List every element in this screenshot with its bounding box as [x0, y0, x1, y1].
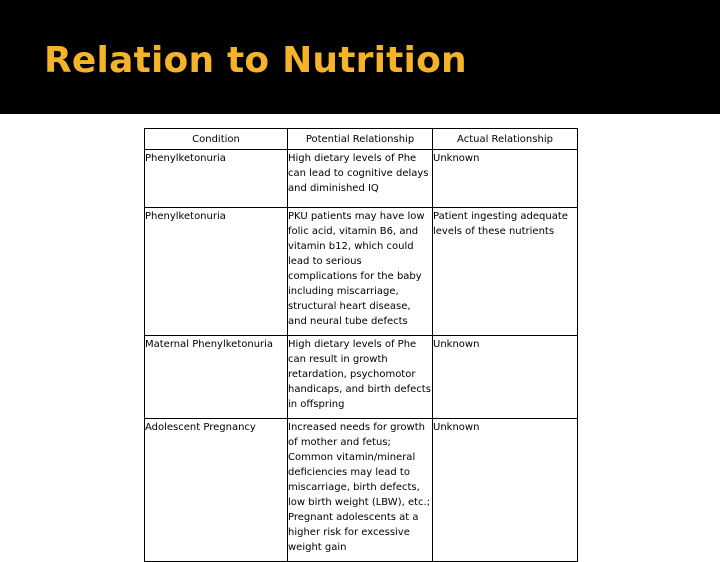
actual-relationship-cell: Patient ingesting adequate levels of these nutrients [433, 208, 578, 336]
potential-relationship-cell [288, 419, 433, 562]
potential-relationship-text: PKU patients may have low folic acid, vitamin B6, and vitamin b12, which could lead to serious complications for the baby including miscarriage, structural heart disease, and neural tube defects [288, 211, 425, 327]
slide-title: Relation to Nutrition [44, 40, 467, 81]
potential-relationship-cell [288, 208, 433, 336]
column-header-potential-relationship: Potential Relationship [288, 129, 433, 150]
condition-cell: Adolescent Pregnancy [145, 419, 288, 562]
potential-relationship-text: High dietary levels of Phe can lead to cognitive delays and diminished IQ [288, 153, 429, 194]
potential-relationship-cell [288, 336, 433, 419]
table-row [145, 336, 578, 419]
actual-relationship-cell: Unknown [433, 419, 578, 562]
table-row [145, 419, 578, 562]
title-bar [0, 0, 720, 114]
potential-relationship-text: High dietary levels of Phe can result in growth retardation, psychomotor handicaps, and birth defects in offspring [288, 339, 431, 410]
condition-cell: Phenylketonuria [145, 150, 288, 208]
table-row [145, 150, 578, 208]
nutrition-table [144, 128, 578, 562]
table-header-row [145, 129, 578, 150]
column-header-condition: Condition [145, 129, 288, 150]
potential-relationship-cell [288, 150, 433, 208]
table-row [145, 208, 578, 336]
potential-relationship-text: Increased needs for growth of mother and fetus; Common vitamin/mineral deficiencies may lead to miscarriage, birth defects, low birth weight (LBW), etc.; Pregnant adolescents at a higher risk for excessive weight gain [288, 422, 431, 553]
actual-relationship-cell: Unknown [433, 150, 578, 208]
condition-cell: Maternal Phenylketonuria [145, 336, 288, 419]
column-header-actual-relationship: Actual Relationship [433, 129, 578, 150]
actual-relationship-cell: Unknown [433, 336, 578, 419]
condition-cell: Phenylketonuria [145, 208, 288, 336]
